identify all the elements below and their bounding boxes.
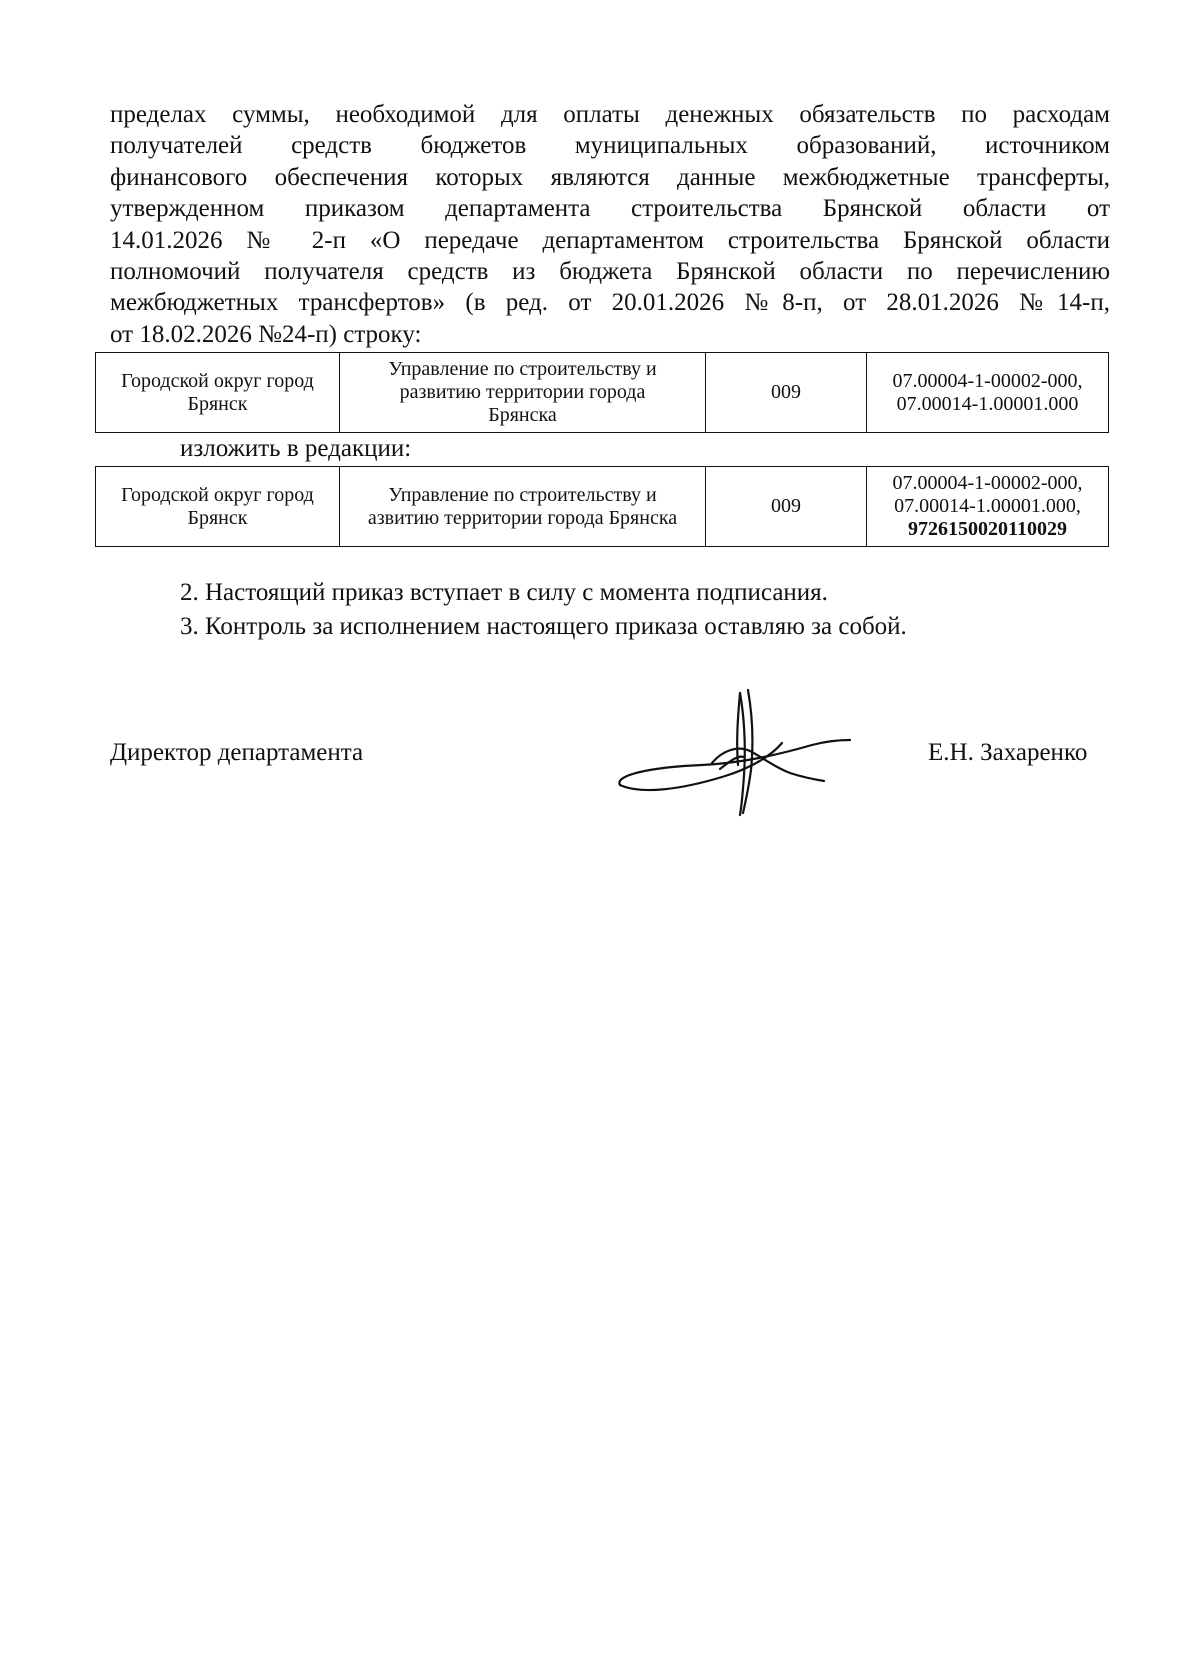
account-cell xyxy=(867,353,1109,433)
table-row xyxy=(96,353,1109,433)
cell-line: Управление по строительству и xyxy=(388,483,657,506)
intro-line: утвержденном приказом департамента строительства Брянской области от xyxy=(110,195,1110,223)
account-number: 9726150020110029 xyxy=(908,518,1067,540)
recipient-cell xyxy=(340,353,706,433)
code-cell: 009 xyxy=(706,353,867,433)
intro-line: полномочий получателя средств из бюджета Брянской области по перечислению xyxy=(110,258,1110,286)
intro-line: получателей средств бюджетов муниципальных образований, источником xyxy=(110,132,1110,160)
intro-line: пределах суммы, необходимой для оплаты денежных обязательств по расходам xyxy=(110,101,1110,128)
cell-line: Брянск xyxy=(187,506,248,529)
intro-paragraph xyxy=(110,99,1110,350)
cell-line: Городской округ город xyxy=(121,483,314,506)
municipality-cell xyxy=(96,467,340,547)
code-cell: 009 xyxy=(706,467,867,547)
recipient-cell xyxy=(340,467,706,547)
clause-3: 3. Контроль за исполнением настоящего приказа оставляю за собой. xyxy=(180,613,907,640)
revised-row-table xyxy=(95,466,1109,547)
cell-line: Брянска xyxy=(488,404,557,426)
cell-line: 07.00014-1.00001.000, xyxy=(894,495,1081,517)
handwritten-signature xyxy=(612,685,862,820)
intro-line: финансового обеспечения которых являются данные межбюджетные трансферты, xyxy=(110,163,1110,191)
cell-line: 07.00004-1-00002-000, xyxy=(892,472,1083,494)
clause-2: 2. Настоящий приказ вступает в силу с момента подписания. xyxy=(180,579,828,606)
cell-line: 07.00014-1.00001.000 xyxy=(896,392,1079,415)
cell-line: азвитию территории города Брянска xyxy=(367,506,678,529)
cell-line: Управление по строительству и xyxy=(388,358,657,380)
intro-line: межбюджетных трансфертов» (в ред. от 20.01.2026 №8-п, от 28.01.2026 №14-п, xyxy=(110,289,1110,317)
signatory-name: Е.Н. Захаренко xyxy=(928,739,1088,766)
revision-label: изложить в редакции: xyxy=(180,435,412,462)
table-row xyxy=(96,467,1109,547)
original-row-table xyxy=(95,352,1109,433)
cell-line: развитию территории города xyxy=(399,381,646,403)
cell-line: Городской округ город xyxy=(121,369,314,392)
intro-line: 14.01.2026 № 2-п «О передаче департаментом строительства Брянской области xyxy=(110,226,1110,254)
cell-line: 07.00004-1-00002-000, xyxy=(892,369,1083,392)
municipality-cell xyxy=(96,353,340,433)
cell-line: Брянск xyxy=(187,392,248,415)
signatory-title: Директор департамента xyxy=(110,739,364,766)
account-cell xyxy=(867,467,1109,547)
intro-line: от 18.02.2026 №24-п) строку: xyxy=(110,320,422,348)
